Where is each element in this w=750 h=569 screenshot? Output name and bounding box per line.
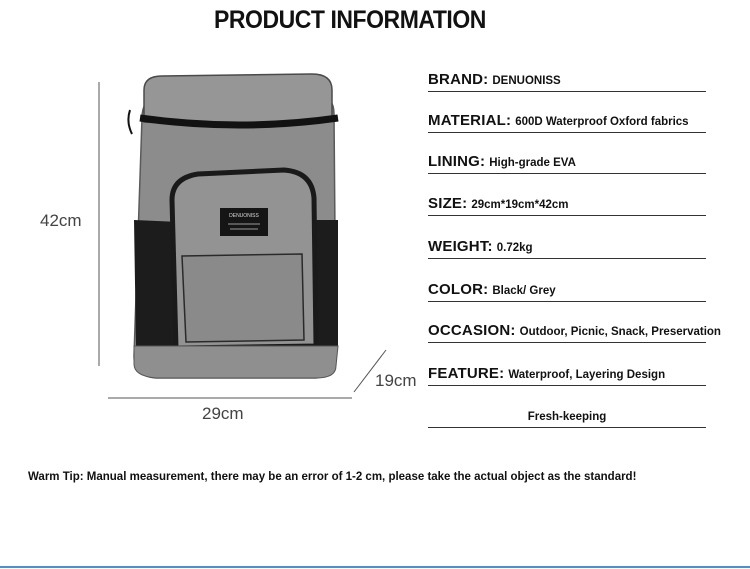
width-label: 29cm bbox=[202, 404, 244, 423]
spec-value: Black/ Grey bbox=[492, 285, 556, 297]
spec-value: 29cm*19cm*42cm bbox=[471, 199, 569, 211]
spec-label: BRAND: bbox=[428, 71, 489, 88]
spec-value: High-grade EVA bbox=[489, 157, 576, 169]
backpack-illustration bbox=[90, 70, 430, 410]
spec-row-feature bbox=[428, 364, 706, 386]
depth-label: 19cm bbox=[375, 371, 417, 390]
brand-tag-text: DENUONISS bbox=[229, 213, 259, 219]
spec-row-color bbox=[428, 280, 706, 302]
spec-label: WEIGHT: bbox=[428, 238, 493, 255]
page-title: PRODUCT INFORMATION bbox=[214, 6, 486, 34]
spec-label: SIZE: bbox=[428, 195, 468, 212]
spec-row-brand bbox=[428, 70, 706, 92]
spec-value: Outdoor, Picnic, Snack, Preservation bbox=[519, 326, 721, 338]
height-label: 42cm bbox=[40, 211, 82, 230]
spec-label: COLOR: bbox=[428, 281, 489, 298]
spec-value: Waterproof, Layering Design bbox=[508, 369, 666, 381]
spec-label: FEATURE: bbox=[428, 365, 505, 382]
spec-value: 600D Waterproof Oxford fabrics bbox=[515, 116, 689, 128]
spec-label: LINING: bbox=[428, 153, 486, 170]
divider bbox=[0, 566, 750, 568]
base-band bbox=[134, 346, 338, 378]
spec-value: 0.72kg bbox=[496, 242, 533, 254]
spec-value: Fresh-keeping bbox=[527, 411, 607, 423]
spec-row-weight bbox=[428, 237, 706, 259]
spec-label: OCCASION: bbox=[428, 322, 516, 339]
spec-row-lining bbox=[428, 152, 706, 174]
spec-row-size bbox=[428, 194, 706, 216]
spec-row-feature-extra bbox=[428, 407, 706, 428]
spec-label: MATERIAL: bbox=[428, 112, 512, 129]
backpack-lid bbox=[144, 74, 332, 125]
spec-value: DENUONISS bbox=[492, 75, 561, 87]
spec-row-material bbox=[428, 111, 706, 133]
front-pocket-inner bbox=[182, 254, 304, 342]
warm-tip: Warm Tip: Manual measurement, there may be an error of 1-2 cm, please take the actual object as the standard! bbox=[28, 471, 637, 483]
spec-row-occasion bbox=[428, 321, 721, 343]
